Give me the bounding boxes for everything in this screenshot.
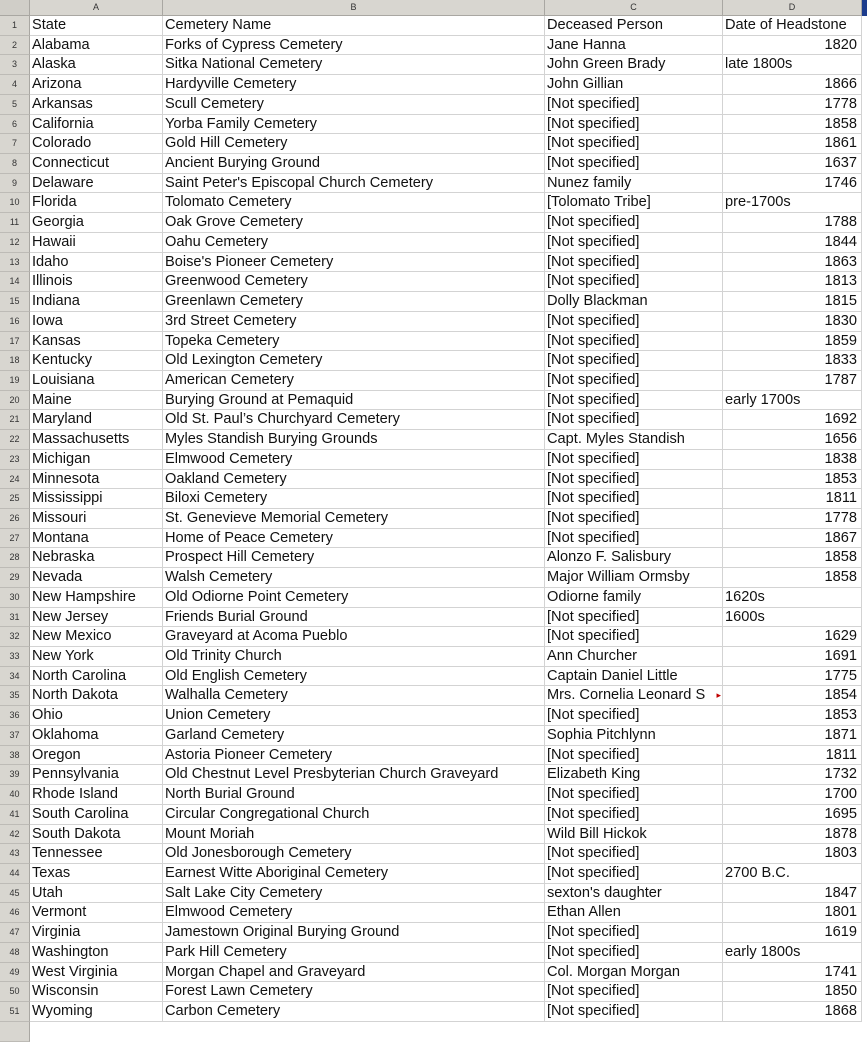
cell-cemetery-name[interactable]: Salt Lake City Cemetery xyxy=(163,884,545,904)
cell-deceased-person[interactable]: Ann Churcher xyxy=(545,647,723,667)
cell-deceased-person[interactable]: Jane Hanna xyxy=(545,36,723,56)
cell-cemetery-name[interactable]: American Cemetery xyxy=(163,371,545,391)
cell-state[interactable]: Nevada xyxy=(30,568,163,588)
cell-date-of-headstone[interactable]: 1863 xyxy=(723,253,862,273)
cell-date-of-headstone[interactable]: 1853 xyxy=(723,470,862,490)
cell-state[interactable]: Kentucky xyxy=(30,351,163,371)
column-header-b[interactable]: B xyxy=(163,0,545,16)
cell-deceased-person[interactable]: [Not specified] xyxy=(545,371,723,391)
cell-date-of-headstone[interactable]: 1775 xyxy=(723,667,862,687)
cell-deceased-person[interactable]: Capt. Myles Standish xyxy=(545,430,723,450)
row-header[interactable]: 25 xyxy=(0,489,30,509)
cell-date-of-headstone[interactable]: 1741 xyxy=(723,963,862,983)
cell-state[interactable]: Oklahoma xyxy=(30,726,163,746)
cell-state[interactable]: Arkansas xyxy=(30,95,163,115)
row-header[interactable]: 35 xyxy=(0,686,30,706)
cell-state[interactable]: Montana xyxy=(30,529,163,549)
cell-date-of-headstone[interactable]: late 1800s xyxy=(723,55,862,75)
cell-deceased-person[interactable]: Dolly Blackman xyxy=(545,292,723,312)
cell-date-of-headstone[interactable]: 1847 xyxy=(723,884,862,904)
cell-date-of-headstone[interactable]: 1700 xyxy=(723,785,862,805)
cell-date-of-headstone[interactable]: 1692 xyxy=(723,410,862,430)
cell-state[interactable]: Kansas xyxy=(30,332,163,352)
row-header[interactable]: 39 xyxy=(0,765,30,785)
cell-deceased-person[interactable]: [Tolomato Tribe] xyxy=(545,193,723,213)
cell-state[interactable]: West Virginia xyxy=(30,963,163,983)
cell-state[interactable]: Alaska xyxy=(30,55,163,75)
cell-deceased-person[interactable]: [Not specified] xyxy=(545,627,723,647)
cell-cemetery-name[interactable]: Biloxi Cemetery xyxy=(163,489,545,509)
cell-cemetery-name[interactable]: 3rd Street Cemetery xyxy=(163,312,545,332)
cell-deceased-person[interactable]: [Not specified] xyxy=(545,134,723,154)
cell-state[interactable]: North Carolina xyxy=(30,667,163,687)
cell-date-of-headstone[interactable]: 1830 xyxy=(723,312,862,332)
cell-state[interactable]: Vermont xyxy=(30,903,163,923)
row-header[interactable]: 3 xyxy=(0,55,30,75)
cell-cemetery-name[interactable]: Walhalla Cemetery xyxy=(163,686,545,706)
select-all-corner[interactable] xyxy=(0,0,30,16)
cell-cemetery-name[interactable]: Mount Moriah xyxy=(163,825,545,845)
row-header[interactable]: 32 xyxy=(0,627,30,647)
cell-deceased-person[interactable]: [Not specified] xyxy=(545,253,723,273)
row-header[interactable]: 37 xyxy=(0,726,30,746)
row-header[interactable]: 27 xyxy=(0,529,30,549)
cell-cemetery-name[interactable]: St. Genevieve Memorial Cemetery xyxy=(163,509,545,529)
cell-state[interactable]: Pennsylvania xyxy=(30,765,163,785)
text-overflow-arrow-icon: ▸ xyxy=(716,690,721,701)
row-header[interactable]: 51 xyxy=(0,1002,30,1022)
cell-state[interactable]: New Mexico xyxy=(30,627,163,647)
cell-deceased-person[interactable]: [Not specified] xyxy=(545,608,723,628)
cell-cemetery-name[interactable]: Oakland Cemetery xyxy=(163,470,545,490)
cell-deceased-person[interactable]: Col. Morgan Morgan xyxy=(545,963,723,983)
row-header[interactable]: 33 xyxy=(0,647,30,667)
cell-deceased-person[interactable]: Ethan Allen xyxy=(545,903,723,923)
cell-date-of-headstone[interactable]: 1844 xyxy=(723,233,862,253)
cell-state[interactable]: Texas xyxy=(30,864,163,884)
cell-deceased-person[interactable]: [Not specified] xyxy=(545,410,723,430)
cell-cemetery-name[interactable]: Saint Peter's Episcopal Church Cemetery xyxy=(163,174,545,194)
cell-state[interactable]: Utah xyxy=(30,884,163,904)
row-header[interactable]: 28 xyxy=(0,548,30,568)
cell-state[interactable]: Tennessee xyxy=(30,844,163,864)
cell-deceased-person[interactable]: [Not specified] xyxy=(545,391,723,411)
cell-date-of-headstone[interactable]: 1820 xyxy=(723,36,862,56)
cell-deceased-person[interactable]: Sophia Pitchlynn xyxy=(545,726,723,746)
cell-cemetery-name[interactable]: Home of Peace Cemetery xyxy=(163,529,545,549)
cell-cemetery-name[interactable]: Old Chestnut Level Presbyterian Church Graveyard xyxy=(163,765,545,785)
cell-date-of-headstone[interactable]: 1619 xyxy=(723,923,862,943)
cell-date-of-headstone[interactable]: 1778 xyxy=(723,509,862,529)
cell-cemetery-name[interactable]: Old St. Paul’s Churchyard Cemetery xyxy=(163,410,545,430)
cell-date-of-headstone[interactable]: 1833 xyxy=(723,351,862,371)
cell-state[interactable]: Rhode Island xyxy=(30,785,163,805)
cell-state[interactable]: Connecticut xyxy=(30,154,163,174)
cell-deceased-person[interactable]: Wild Bill Hickok xyxy=(545,825,723,845)
cell-state[interactable]: Minnesota xyxy=(30,470,163,490)
row-header[interactable]: 44 xyxy=(0,864,30,884)
row-header[interactable]: 20 xyxy=(0,391,30,411)
row-header[interactable]: 31 xyxy=(0,608,30,628)
cell-date-of-headstone[interactable]: 1811 xyxy=(723,489,862,509)
cell-deceased-person[interactable]: [Not specified] xyxy=(545,272,723,292)
cell-cemetery-name[interactable]: Scull Cemetery xyxy=(163,95,545,115)
cell-state[interactable]: Georgia xyxy=(30,213,163,233)
cell-state[interactable]: Maine xyxy=(30,391,163,411)
row-header[interactable]: 26 xyxy=(0,509,30,529)
cell-state[interactable]: Wisconsin xyxy=(30,982,163,1002)
column-header-d[interactable]: D xyxy=(723,0,862,16)
cell-date-of-headstone[interactable]: 1815 xyxy=(723,292,862,312)
row-header[interactable]: 2 xyxy=(0,36,30,56)
cell-state[interactable]: Florida xyxy=(30,193,163,213)
cell-date-of-headstone[interactable]: 1778 xyxy=(723,95,862,115)
cell-state[interactable]: Idaho xyxy=(30,253,163,273)
cell-state[interactable]: Mississippi xyxy=(30,489,163,509)
row-header[interactable]: 36 xyxy=(0,706,30,726)
row-header[interactable]: 34 xyxy=(0,667,30,687)
cell-cemetery-name[interactable]: Forks of Cypress Cemetery xyxy=(163,36,545,56)
cell-cemetery-name[interactable]: Forest Lawn Cemetery xyxy=(163,982,545,1002)
cell-date-of-headstone[interactable]: 1868 xyxy=(723,1002,862,1022)
cell-date-of-headstone[interactable]: 1629 xyxy=(723,627,862,647)
cell-deceased-person[interactable]: [Not specified] xyxy=(545,450,723,470)
row-header[interactable]: 6 xyxy=(0,115,30,135)
cell-state[interactable]: Iowa xyxy=(30,312,163,332)
row-header[interactable]: 10 xyxy=(0,193,30,213)
cell-cemetery-name[interactable]: Walsh Cemetery xyxy=(163,568,545,588)
cell-deceased-person[interactable]: [Not specified] xyxy=(545,982,723,1002)
row-header[interactable]: 23 xyxy=(0,450,30,470)
cell-state[interactable]: Nebraska xyxy=(30,548,163,568)
cell-state[interactable]: Missouri xyxy=(30,509,163,529)
header-date-of-headstone[interactable]: Date of Headstone xyxy=(723,16,862,36)
selection-marker xyxy=(862,0,867,16)
row-header[interactable]: 21 xyxy=(0,410,30,430)
cell-cemetery-name[interactable]: Greenwood Cemetery xyxy=(163,272,545,292)
cell-deceased-person[interactable]: [Not specified] xyxy=(545,213,723,233)
cell-date-of-headstone[interactable]: 1811 xyxy=(723,746,862,766)
cell-cemetery-name[interactable]: Hardyville Cemetery xyxy=(163,75,545,95)
cell-date-of-headstone[interactable]: 1637 xyxy=(723,154,862,174)
cell-state[interactable]: Colorado xyxy=(30,134,163,154)
cell-cemetery-name[interactable]: Elmwood Cemetery xyxy=(163,450,545,470)
cell-deceased-person[interactable]: Odiorne family xyxy=(545,588,723,608)
row-header[interactable]: 12 xyxy=(0,233,30,253)
cell-cemetery-name[interactable]: Yorba Family Cemetery xyxy=(163,115,545,135)
cell-state[interactable]: Delaware xyxy=(30,174,163,194)
cell-date-of-headstone[interactable]: 1620s xyxy=(723,588,862,608)
cell-deceased-person[interactable]: Mrs. Cornelia Leonard S ▸ xyxy=(545,686,723,706)
row-header[interactable]: 22 xyxy=(0,430,30,450)
cell-cemetery-name[interactable]: Park Hill Cemetery xyxy=(163,943,545,963)
cell-date-of-headstone[interactable]: 1803 xyxy=(723,844,862,864)
cell-date-of-headstone[interactable]: 2700 B.C. xyxy=(723,864,862,884)
row-header[interactable]: 41 xyxy=(0,805,30,825)
row-header[interactable]: 48 xyxy=(0,943,30,963)
cell-date-of-headstone[interactable]: 1867 xyxy=(723,529,862,549)
cell-state[interactable]: California xyxy=(30,115,163,135)
cell-cemetery-name[interactable]: Old Jonesborough Cemetery xyxy=(163,844,545,864)
row-header[interactable]: 17 xyxy=(0,332,30,352)
cell-deceased-person[interactable]: [Not specified] xyxy=(545,746,723,766)
cell-deceased-person[interactable]: [Not specified] xyxy=(545,489,723,509)
row-header[interactable]: 9 xyxy=(0,174,30,194)
cell-date-of-headstone[interactable]: 1866 xyxy=(723,75,862,95)
cell-state[interactable]: Ohio xyxy=(30,706,163,726)
cell-date-of-headstone[interactable]: 1859 xyxy=(723,332,862,352)
cell-deceased-person[interactable]: [Not specified] xyxy=(545,95,723,115)
column-header-a[interactable]: A xyxy=(30,0,163,16)
cell-state[interactable]: Illinois xyxy=(30,272,163,292)
cell-state[interactable]: New York xyxy=(30,647,163,667)
cell-date-of-headstone[interactable]: 1858 xyxy=(723,548,862,568)
cell-date-of-headstone[interactable]: 1600s xyxy=(723,608,862,628)
cell-deceased-person[interactable]: [Not specified] xyxy=(545,943,723,963)
cell-date-of-headstone[interactable]: 1787 xyxy=(723,371,862,391)
row-header[interactable]: 11 xyxy=(0,213,30,233)
cell-cemetery-name[interactable]: Sitka National Cemetery xyxy=(163,55,545,75)
header-deceased-person[interactable]: Deceased Person xyxy=(545,16,723,36)
cell-state[interactable]: Wyoming xyxy=(30,1002,163,1022)
cell-cemetery-name[interactable]: Oahu Cemetery xyxy=(163,233,545,253)
cell-cemetery-name[interactable]: Jamestown Original Burying Ground xyxy=(163,923,545,943)
cell-deceased-person[interactable]: [Not specified] xyxy=(545,233,723,253)
cell-cemetery-name[interactable]: Circular Congregational Church xyxy=(163,805,545,825)
cell-cemetery-name[interactable]: North Burial Ground xyxy=(163,785,545,805)
cell-deceased-person[interactable]: [Not specified] xyxy=(545,805,723,825)
cell-deceased-person[interactable]: [Not specified] xyxy=(545,864,723,884)
cell-date-of-headstone[interactable]: 1838 xyxy=(723,450,862,470)
cell-state[interactable]: New Hampshire xyxy=(30,588,163,608)
cell-cemetery-name[interactable]: Carbon Cemetery xyxy=(163,1002,545,1022)
row-header[interactable]: 1 xyxy=(0,16,30,36)
cell-deceased-person[interactable]: [Not specified] xyxy=(545,706,723,726)
row-header[interactable]: 30 xyxy=(0,588,30,608)
cell-date-of-headstone[interactable]: 1858 xyxy=(723,568,862,588)
row-header[interactable]: 38 xyxy=(0,746,30,766)
row-header[interactable]: 18 xyxy=(0,351,30,371)
cell-date-of-headstone[interactable]: pre-1700s xyxy=(723,193,862,213)
cell-state[interactable]: Indiana xyxy=(30,292,163,312)
cell-date-of-headstone[interactable]: 1858 xyxy=(723,115,862,135)
cell-cemetery-name[interactable]: Tolomato Cemetery xyxy=(163,193,545,213)
cell-cemetery-name[interactable]: Topeka Cemetery xyxy=(163,332,545,352)
row-header[interactable]: 13 xyxy=(0,253,30,273)
cell-state[interactable]: Maryland xyxy=(30,410,163,430)
cell-cemetery-name[interactable]: Prospect Hill Cemetery xyxy=(163,548,545,568)
row-header[interactable]: 7 xyxy=(0,134,30,154)
cell-cemetery-name[interactable]: Old Odiorne Point Cemetery xyxy=(163,588,545,608)
cell-cemetery-name[interactable]: Ancient Burying Ground xyxy=(163,154,545,174)
row-header[interactable]: 8 xyxy=(0,154,30,174)
row-header[interactable]: 42 xyxy=(0,825,30,845)
cell-deceased-person[interactable]: [Not specified] xyxy=(545,509,723,529)
cell-date-of-headstone[interactable]: 1850 xyxy=(723,982,862,1002)
cell-date-of-headstone[interactable]: 1788 xyxy=(723,213,862,233)
cell-cemetery-name[interactable]: Garland Cemetery xyxy=(163,726,545,746)
row-header[interactable]: 43 xyxy=(0,844,30,864)
cell-date-of-headstone[interactable]: 1801 xyxy=(723,903,862,923)
cell-cemetery-name[interactable]: Boise's Pioneer Cemetery xyxy=(163,253,545,273)
cell-state[interactable]: Washington xyxy=(30,943,163,963)
cell-cemetery-name[interactable]: Oak Grove Cemetery xyxy=(163,213,545,233)
cell-date-of-headstone[interactable]: early 1800s xyxy=(723,943,862,963)
cell-cemetery-name[interactable]: Myles Standish Burying Grounds xyxy=(163,430,545,450)
cell-deceased-person[interactable]: Alonzo F. Salisbury xyxy=(545,548,723,568)
cell-cemetery-name[interactable]: Elmwood Cemetery xyxy=(163,903,545,923)
row-header[interactable]: 50 xyxy=(0,982,30,1002)
cell-deceased-person[interactable]: [Not specified] xyxy=(545,923,723,943)
cell-date-of-headstone[interactable]: 1853 xyxy=(723,706,862,726)
cell-deceased-person[interactable]: Captain Daniel Little xyxy=(545,667,723,687)
cell-state[interactable]: Massachusetts xyxy=(30,430,163,450)
cell-state[interactable]: New Jersey xyxy=(30,608,163,628)
cell-deceased-person[interactable]: [Not specified] xyxy=(545,154,723,174)
row-header[interactable]: 15 xyxy=(0,292,30,312)
cell-state[interactable]: Hawaii xyxy=(30,233,163,253)
cell-deceased-person[interactable]: Elizabeth King xyxy=(545,765,723,785)
row-header[interactable]: 29 xyxy=(0,568,30,588)
cell-cemetery-name[interactable]: Graveyard at Acoma Pueblo xyxy=(163,627,545,647)
cell-cemetery-name[interactable]: Old English Cemetery xyxy=(163,667,545,687)
cell-deceased-person[interactable]: [Not specified] xyxy=(545,351,723,371)
cell-state[interactable]: South Carolina xyxy=(30,805,163,825)
cell-cemetery-name[interactable]: Old Lexington Cemetery xyxy=(163,351,545,371)
row-header[interactable]: 46 xyxy=(0,903,30,923)
cell-date-of-headstone[interactable]: 1691 xyxy=(723,647,862,667)
header-state[interactable]: State xyxy=(30,16,163,36)
cell-state[interactable]: North Dakota xyxy=(30,686,163,706)
row-header[interactable]: 5 xyxy=(0,95,30,115)
cell-cemetery-name[interactable]: Friends Burial Ground xyxy=(163,608,545,628)
cell-date-of-headstone[interactable]: 1732 xyxy=(723,765,862,785)
cell-date-of-headstone[interactable]: 1871 xyxy=(723,726,862,746)
cell-deceased-person[interactable]: John Green Brady xyxy=(545,55,723,75)
cell-state[interactable]: Oregon xyxy=(30,746,163,766)
cell-deceased-person[interactable]: [Not specified] xyxy=(545,470,723,490)
row-header[interactable]: 14 xyxy=(0,272,30,292)
cell-date-of-headstone[interactable]: 1861 xyxy=(723,134,862,154)
cell-deceased-person[interactable]: [Not specified] xyxy=(545,529,723,549)
cell-cemetery-name[interactable]: Greenlawn Cemetery xyxy=(163,292,545,312)
row-header[interactable] xyxy=(0,1022,30,1042)
cell-cemetery-name[interactable]: Union Cemetery xyxy=(163,706,545,726)
cell-deceased-person[interactable]: [Not specified] xyxy=(545,1002,723,1022)
row-header[interactable]: 45 xyxy=(0,884,30,904)
column-header-c[interactable]: C xyxy=(545,0,723,16)
row-header[interactable]: 49 xyxy=(0,963,30,983)
cell-date-of-headstone[interactable]: 1656 xyxy=(723,430,862,450)
cell-state[interactable]: Michigan xyxy=(30,450,163,470)
cell-deceased-person[interactable]: [Not specified] xyxy=(545,785,723,805)
cell-deceased-person[interactable]: [Not specified] xyxy=(545,844,723,864)
cell-date-of-headstone[interactable]: 1878 xyxy=(723,825,862,845)
row-header[interactable]: 4 xyxy=(0,75,30,95)
row-header[interactable]: 16 xyxy=(0,312,30,332)
cell-deceased-person[interactable]: Major William Ormsby xyxy=(545,568,723,588)
cell-state[interactable]: Alabama xyxy=(30,36,163,56)
cell-state[interactable]: Louisiana xyxy=(30,371,163,391)
cell-date-of-headstone[interactable]: early 1700s xyxy=(723,391,862,411)
cell-cemetery-name[interactable]: Astoria Pioneer Cemetery xyxy=(163,746,545,766)
cell-deceased-person[interactable]: sexton's daughter xyxy=(545,884,723,904)
header-cemetery-name[interactable]: Cemetery Name xyxy=(163,16,545,36)
cell-cemetery-name[interactable]: Old Trinity Church xyxy=(163,647,545,667)
cell-date-of-headstone[interactable]: 1746 xyxy=(723,174,862,194)
cell-date-of-headstone[interactable]: 1813 xyxy=(723,272,862,292)
cell-cemetery-name[interactable]: Burying Ground at Pemaquid xyxy=(163,391,545,411)
cell-deceased-person[interactable]: [Not specified] xyxy=(545,332,723,352)
cell-cemetery-name[interactable]: Earnest Witte Aboriginal Cemetery xyxy=(163,864,545,884)
cell-state[interactable]: Virginia xyxy=(30,923,163,943)
cell-cemetery-name[interactable]: Gold Hill Cemetery xyxy=(163,134,545,154)
cell-date-of-headstone[interactable]: 1695 xyxy=(723,805,862,825)
cell-date-of-headstone[interactable]: 1854 xyxy=(723,686,862,706)
cell-cemetery-name[interactable]: Morgan Chapel and Graveyard xyxy=(163,963,545,983)
cell-state[interactable]: Arizona xyxy=(30,75,163,95)
cell-deceased-person[interactable]: [Not specified] xyxy=(545,312,723,332)
cell-deceased-person[interactable]: [Not specified] xyxy=(545,115,723,135)
cell-deceased-person[interactable]: Nunez family xyxy=(545,174,723,194)
row-header[interactable]: 19 xyxy=(0,371,30,391)
row-header[interactable]: 40 xyxy=(0,785,30,805)
cell-deceased-person[interactable]: John Gillian xyxy=(545,75,723,95)
row-header[interactable]: 47 xyxy=(0,923,30,943)
row-header[interactable]: 24 xyxy=(0,470,30,490)
cell-state[interactable]: South Dakota xyxy=(30,825,163,845)
